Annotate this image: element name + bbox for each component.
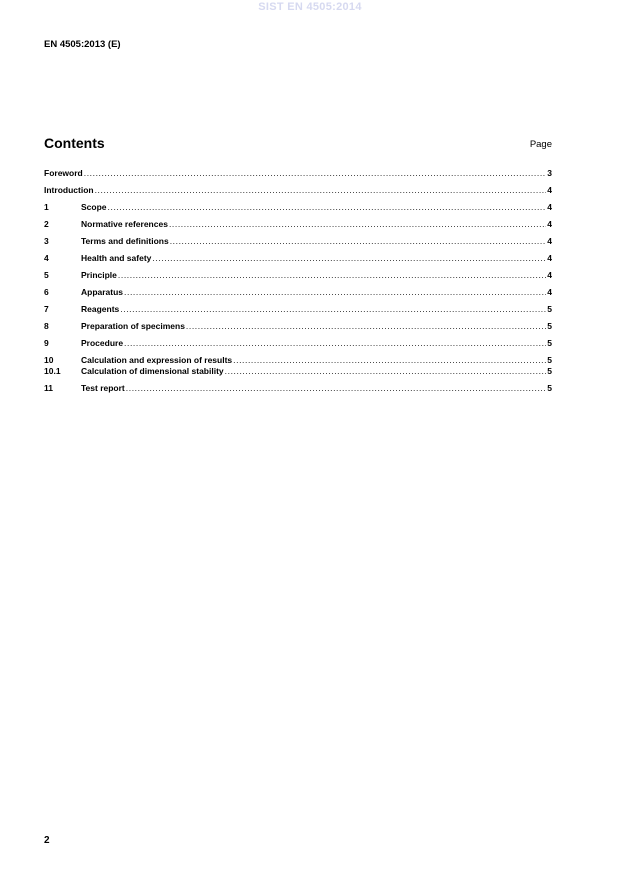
toc-entry-title: Test report [81,383,125,393]
toc-entry-title: Procedure [81,338,124,348]
toc-entry-title: Calculation and expression of results [81,355,233,365]
toc-leader-dots [152,253,546,264]
toc-entry-page: 5 [547,366,552,376]
table-of-contents [44,168,552,394]
toc-entry-title: Normative references [81,219,168,229]
toc-entry-page: 4 [547,219,552,229]
toc-leader-dots [95,185,547,196]
toc-entry-title: Terms and definitions [81,236,169,246]
toc-entry-number: 11 [44,383,53,393]
toc-entry-introduction[interactable] [44,185,552,196]
toc-entry-number: 5 [44,270,49,280]
toc-entry-title: Health and safety [81,253,152,263]
toc-leader-dots [170,236,547,247]
toc-entry-page: 3 [547,168,552,178]
toc-entry-calculation-and-expression-of-results[interactable] [44,355,552,366]
toc-entry-preparation-of-specimens[interactable] [44,321,552,332]
toc-entry-page: 5 [547,338,552,348]
document-identifier: EN 4505:2013 (E) [44,39,121,50]
toc-entry-page: 5 [547,355,552,365]
toc-entry-number: 8 [44,321,49,331]
toc-leader-dots [108,202,547,213]
toc-entry-normative-references[interactable] [44,219,552,230]
toc-entry-number: 3 [44,236,49,246]
toc-entry-health-and-safety[interactable] [44,253,552,264]
toc-entry-title: Scope [81,202,107,212]
toc-entry-title: Principle [81,270,117,280]
toc-leader-dots [120,304,546,315]
contents-heading: Contents [44,135,105,151]
toc-entry-page: 4 [547,270,552,280]
toc-entry-page: 5 [547,383,552,393]
toc-entry-test-report[interactable] [44,383,552,394]
toc-entry-page: 4 [547,202,552,212]
toc-entry-page: 4 [547,287,552,297]
toc-entry-procedure[interactable] [44,338,552,349]
toc-entry-principle[interactable] [44,270,552,281]
toc-entry-scope[interactable] [44,202,552,213]
toc-entry-page: 5 [547,304,552,314]
toc-entry-number: 6 [44,287,49,297]
toc-entry-title: Preparation of specimens [81,321,185,331]
toc-leader-dots [233,355,546,366]
toc-entry-title: Reagents [81,304,120,314]
toc-leader-dots [84,168,547,179]
toc-entry-number: 1 [44,202,49,212]
toc-leader-dots [169,219,546,230]
toc-leader-dots [225,366,547,377]
toc-entry-title: Calculation of dimensional stability [81,366,224,376]
toc-entry-number: 9 [44,338,49,348]
toc-entry-number: 10.1 [44,366,61,376]
toc-entry-page: 4 [547,185,552,195]
toc-leader-dots [118,270,546,281]
toc-leader-dots [186,321,546,332]
toc-entry-title: Apparatus [81,287,124,297]
toc-entry-foreword[interactable] [44,168,552,179]
toc-entry-reagents[interactable] [44,304,552,315]
toc-entry-title: Foreword [44,168,83,178]
page-column-label: Page [529,139,552,150]
toc-leader-dots [124,287,546,298]
page-number: 2 [44,835,50,846]
toc-entry-apparatus[interactable] [44,287,552,298]
toc-entry-terms-and-definitions[interactable] [44,236,552,247]
toc-entry-page: 4 [547,236,552,246]
toc-entry-number: 2 [44,219,49,229]
toc-entry-page: 5 [547,321,552,331]
toc-leader-dots [126,383,546,394]
toc-leader-dots [124,338,546,349]
toc-entry-number: 4 [44,253,49,263]
toc-entry-number: 10 [44,355,54,365]
watermark: SIST EN 4505:2014 [258,1,362,13]
toc-entry-number: 7 [44,304,49,314]
toc-entry-title: Introduction [44,185,94,195]
toc-entry-page: 4 [547,253,552,263]
toc-entry-calculation-of-dimensional-stability[interactable] [44,366,552,377]
